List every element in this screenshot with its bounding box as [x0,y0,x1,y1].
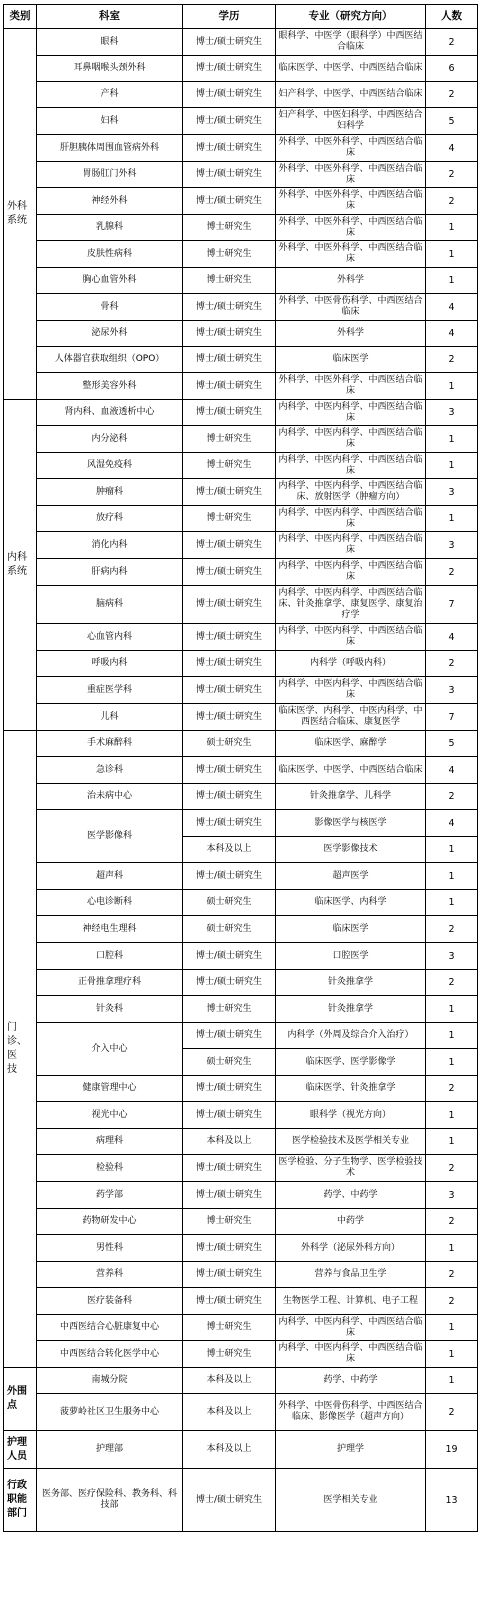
table-row [4,1394,478,1431]
major-cell: 内科学、中医内科学、中西医结合临床 [276,677,426,704]
count-cell: 3 [426,943,478,970]
education-cell: 博士研究生 [183,1209,276,1235]
count-cell: 3 [426,400,478,426]
department-cell: 医学影像科 [37,810,183,863]
count-cell: 2 [426,82,478,108]
category-cell: 内科 系统 [4,400,37,731]
count-cell: 4 [426,135,478,162]
education-cell: 博士/硕士研究生 [183,294,276,321]
education-cell: 博士/硕士研究生 [183,347,276,373]
education-cell: 本科及以上 [183,1129,276,1155]
count-cell: 3 [426,479,478,506]
table-row [4,1129,478,1155]
major-cell: 外科学、中医外科学、中西医结合临床 [276,188,426,215]
department-cell: 男性科 [37,1235,183,1262]
department-cell: 药物研发中心 [37,1209,183,1235]
major-cell: 外科学、中医外科学、中西医结合临床 [276,241,426,268]
table-row [4,943,478,970]
major-cell: 内科学、中医内科学、中西医结合临床 [276,559,426,586]
major-cell: 生物医学工程、计算机、电子工程 [276,1288,426,1315]
count-cell: 1 [426,1341,478,1368]
major-cell: 针灸推拿学 [276,996,426,1023]
department-cell: 中西医结合心脏康复中心 [37,1315,183,1341]
department-cell: 风湿免疫科 [37,453,183,479]
major-cell: 眼科学、中医学（眼科学）中西医结合临床 [276,29,426,56]
department-cell: 乳腺科 [37,215,183,241]
department-cell: 泌尿外科 [37,321,183,347]
major-cell: 内科学、中医内科学、中西医结合临床 [276,624,426,651]
table-row [4,704,478,731]
count-cell: 4 [426,624,478,651]
education-cell: 博士/硕士研究生 [183,1288,276,1315]
major-cell: 护理学 [276,1431,426,1469]
major-cell: 内科学、中医内科学、中西医结合临床 [276,426,426,453]
table-row [4,1431,478,1469]
count-cell: 13 [426,1469,478,1532]
education-cell: 博士/硕士研究生 [183,188,276,215]
education-cell: 博士/硕士研究生 [183,863,276,890]
department-cell: 骨科 [37,294,183,321]
table-row [4,347,478,373]
major-cell: 内科学、中医内科学、中西医结合临床 [276,1315,426,1341]
count-cell: 2 [426,1209,478,1235]
table-row [4,56,478,82]
count-cell: 1 [426,863,478,890]
header-department: 科室 [37,5,183,29]
major-cell: 临床医学、医学影像学 [276,1049,426,1076]
major-cell: 内科学、中医内科学、中西医结合临床 [276,506,426,532]
department-cell: 胸心血管外科 [37,268,183,294]
table-row [4,82,478,108]
header-category: 类别 [4,5,37,29]
table-body [4,29,478,1532]
header-major: 专业（研究方向） [276,5,426,29]
table-row [4,479,478,506]
department-cell: 整形美容外科 [37,373,183,400]
table-row [4,559,478,586]
table-row [4,1102,478,1129]
count-cell: 1 [426,506,478,532]
major-cell: 外科学、中医外科学、中西医结合临床 [276,373,426,400]
major-cell: 外科学、中医骨伤科学、中西医结合临床、影像医学（超声方向） [276,1394,426,1431]
major-cell: 临床医学、内科学、中医内科学、中西医结合临床、康复医学 [276,704,426,731]
table-row [4,373,478,400]
education-cell: 博士研究生 [183,268,276,294]
major-cell: 内科学（外周及综合介入治疗） [276,1023,426,1049]
count-cell: 1 [426,426,478,453]
education-cell: 博士/硕士研究生 [183,321,276,347]
category-cell: 门诊、医 技 [4,731,37,1368]
department-cell: 肾内科、血液透析中心 [37,400,183,426]
table-row [4,651,478,677]
department-cell: 南城分院 [37,1368,183,1394]
department-cell: 检验科 [37,1155,183,1182]
department-cell: 正骨推拿理疗科 [37,970,183,996]
count-cell: 1 [426,1315,478,1341]
major-cell: 外科学、中医外科学、中西医结合临床 [276,215,426,241]
department-cell: 医务部、医疗保险科、教务科、科技部 [37,1469,183,1532]
category-cell: 护理 人员 [4,1431,37,1469]
count-cell: 2 [426,1076,478,1102]
major-cell: 外科学、中医外科学、中西医结合临床 [276,162,426,188]
count-cell: 1 [426,268,478,294]
count-cell: 1 [426,241,478,268]
education-cell: 博士/硕士研究生 [183,1102,276,1129]
department-cell: 儿科 [37,704,183,731]
count-cell: 3 [426,532,478,559]
major-cell: 临床医学、麻醉学 [276,731,426,757]
major-cell: 药学、中药学 [276,1368,426,1394]
major-cell: 针灸推拿学、儿科学 [276,784,426,810]
education-cell: 博士/硕士研究生 [183,532,276,559]
department-cell: 消化内科 [37,532,183,559]
major-cell: 中药学 [276,1209,426,1235]
count-cell: 2 [426,916,478,943]
table-row [4,426,478,453]
major-cell: 临床医学、内科学 [276,890,426,916]
table-row [4,1155,478,1182]
table-row [4,970,478,996]
recruitment-table [3,4,478,1532]
table-row [4,400,478,426]
major-cell: 妇产科学、中医学、中西医结合临床 [276,82,426,108]
count-cell: 3 [426,1182,478,1209]
count-cell: 4 [426,321,478,347]
count-cell: 1 [426,373,478,400]
education-cell: 博士/硕士研究生 [183,651,276,677]
department-cell: 针灸科 [37,996,183,1023]
education-cell: 博士/硕士研究生 [183,108,276,135]
table-row [4,996,478,1023]
education-cell: 博士/硕士研究生 [183,373,276,400]
major-cell: 妇产科学、中医妇科学、中西医结合妇科学 [276,108,426,135]
department-cell: 肝病内科 [37,559,183,586]
count-cell: 1 [426,215,478,241]
major-cell: 外科学、中医骨伤科学、中西医结合临床 [276,294,426,321]
count-cell: 1 [426,1235,478,1262]
count-cell: 1 [426,1023,478,1049]
major-cell: 医学检验、分子生物学、医学检验技术 [276,1155,426,1182]
department-cell: 放疗科 [37,506,183,532]
major-cell: 针灸推拿学 [276,970,426,996]
education-cell: 本科及以上 [183,1394,276,1431]
education-cell: 博士/硕士研究生 [183,479,276,506]
education-cell: 博士/硕士研究生 [183,56,276,82]
major-cell: 临床医学、针灸推拿学 [276,1076,426,1102]
table-row [4,863,478,890]
education-cell: 博士/硕士研究生 [183,757,276,784]
department-cell: 医疗装备科 [37,1288,183,1315]
major-cell: 内科学、中医内科学、中西医结合临床 [276,1341,426,1368]
education-cell: 博士研究生 [183,215,276,241]
count-cell: 2 [426,1394,478,1431]
education-cell: 博士/硕士研究生 [183,810,276,837]
education-cell: 硕士研究生 [183,916,276,943]
education-cell: 博士/硕士研究生 [183,1235,276,1262]
table-row [4,1023,478,1049]
table-row [4,731,478,757]
department-cell: 视光中心 [37,1102,183,1129]
major-cell: 影像医学与核医学 [276,810,426,837]
department-cell: 超声科 [37,863,183,890]
education-cell: 博士/硕士研究生 [183,1023,276,1049]
table-row [4,268,478,294]
department-cell: 胃肠肛门外科 [37,162,183,188]
education-cell: 博士研究生 [183,241,276,268]
education-cell: 硕士研究生 [183,890,276,916]
education-cell: 博士/硕士研究生 [183,784,276,810]
major-cell: 医学检验技术及医学相关专业 [276,1129,426,1155]
department-cell: 呼吸内科 [37,651,183,677]
table-row [4,1341,478,1368]
table-row [4,135,478,162]
count-cell: 1 [426,837,478,863]
table-row [4,784,478,810]
department-cell: 内分泌科 [37,426,183,453]
department-cell: 脑病科 [37,586,183,624]
count-cell: 2 [426,29,478,56]
table-row [4,294,478,321]
department-cell: 心血管内科 [37,624,183,651]
department-cell: 营养科 [37,1262,183,1288]
department-cell: 人体器官获取组织（OPO） [37,347,183,373]
major-cell: 营养与食品卫生学 [276,1262,426,1288]
count-cell: 2 [426,1288,478,1315]
department-cell: 药学部 [37,1182,183,1209]
education-cell: 博士/硕士研究生 [183,586,276,624]
education-cell: 博士/硕士研究生 [183,1076,276,1102]
education-cell: 博士研究生 [183,1341,276,1368]
count-cell: 1 [426,996,478,1023]
table-row [4,757,478,784]
department-cell: 手术麻醉科 [37,731,183,757]
education-cell: 博士/硕士研究生 [183,29,276,56]
education-cell: 博士/硕士研究生 [183,82,276,108]
header-education: 学历 [183,5,276,29]
major-cell: 内科学、中医内科学、中西医结合临床 [276,400,426,426]
category-cell: 外科 系统 [4,29,37,400]
department-cell: 中西医结合转化医学中心 [37,1341,183,1368]
count-cell: 1 [426,1368,478,1394]
count-cell: 19 [426,1431,478,1469]
education-cell: 博士/硕士研究生 [183,704,276,731]
table-row [4,532,478,559]
education-cell: 博士/硕士研究生 [183,162,276,188]
count-cell: 2 [426,1155,478,1182]
department-cell: 急诊科 [37,757,183,784]
education-cell: 博士/硕士研究生 [183,624,276,651]
education-cell: 博士/硕士研究生 [183,677,276,704]
department-cell: 妇科 [37,108,183,135]
count-cell: 2 [426,559,478,586]
table-row [4,810,478,837]
department-cell: 肿瘤科 [37,479,183,506]
count-cell: 2 [426,651,478,677]
education-cell: 博士/硕士研究生 [183,1469,276,1532]
count-cell: 4 [426,294,478,321]
table-row [4,624,478,651]
major-cell: 内科学、中医内科学、中西医结合临床 [276,453,426,479]
table-row [4,162,478,188]
major-cell: 外科学 [276,268,426,294]
table-row [4,916,478,943]
count-cell: 2 [426,188,478,215]
department-cell: 肝胆胰体周围血管病外科 [37,135,183,162]
education-cell: 本科及以上 [183,1431,276,1469]
department-cell: 病理科 [37,1129,183,1155]
education-cell: 博士/硕士研究生 [183,559,276,586]
department-cell: 菠萝岭社区卫生服务中心 [37,1394,183,1431]
count-cell: 2 [426,1262,478,1288]
count-cell: 4 [426,757,478,784]
major-cell: 外科学 [276,321,426,347]
header-count: 人数 [426,5,478,29]
table-row [4,215,478,241]
department-cell: 介入中心 [37,1023,183,1076]
table-row [4,1182,478,1209]
department-cell: 神经外科 [37,188,183,215]
department-cell: 产科 [37,82,183,108]
major-cell: 临床医学、中医学、中西医结合临床 [276,757,426,784]
table-row [4,1368,478,1394]
major-cell: 外科学、中医外科学、中西医结合临床 [276,135,426,162]
count-cell: 2 [426,347,478,373]
education-cell: 本科及以上 [183,1368,276,1394]
count-cell: 7 [426,704,478,731]
department-cell: 口腔科 [37,943,183,970]
education-cell: 博士/硕士研究生 [183,970,276,996]
major-cell: 药学、中药学 [276,1182,426,1209]
department-cell: 皮肤性病科 [37,241,183,268]
count-cell: 1 [426,1049,478,1076]
major-cell: 内科学、中医内科学、中西医结合临床、放射医学（肿瘤方向） [276,479,426,506]
department-cell: 健康管理中心 [37,1076,183,1102]
table-row [4,1262,478,1288]
major-cell: 临床医学、中医学、中西医结合临床 [276,56,426,82]
department-cell: 眼科 [37,29,183,56]
count-cell: 5 [426,108,478,135]
count-cell: 1 [426,453,478,479]
count-cell: 2 [426,970,478,996]
education-cell: 博士/硕士研究生 [183,1182,276,1209]
count-cell: 3 [426,677,478,704]
department-cell: 耳鼻咽喉头颈外科 [37,56,183,82]
education-cell: 博士研究生 [183,996,276,1023]
category-cell: 行政 职能 部门 [4,1469,37,1532]
category-cell: 外围 点 [4,1368,37,1431]
major-cell: 临床医学 [276,347,426,373]
table-row [4,1288,478,1315]
major-cell: 眼科学（视光方向） [276,1102,426,1129]
education-cell: 博士/硕士研究生 [183,943,276,970]
major-cell: 外科学（泌尿外科方向） [276,1235,426,1262]
education-cell: 博士研究生 [183,506,276,532]
table-row [4,586,478,624]
major-cell: 口腔医学 [276,943,426,970]
table-row [4,241,478,268]
department-cell: 治未病中心 [37,784,183,810]
count-cell: 5 [426,731,478,757]
education-cell: 博士研究生 [183,453,276,479]
table-row [4,890,478,916]
count-cell: 6 [426,56,478,82]
table-row [4,29,478,56]
table-row [4,1209,478,1235]
table-row [4,188,478,215]
table-row [4,1076,478,1102]
major-cell: 医学影像技术 [276,837,426,863]
count-cell: 2 [426,784,478,810]
count-cell: 1 [426,1129,478,1155]
table-row [4,1315,478,1341]
education-cell: 博士研究生 [183,1315,276,1341]
count-cell: 1 [426,1102,478,1129]
table-row [4,321,478,347]
table-row [4,1469,478,1532]
count-cell: 4 [426,810,478,837]
count-cell: 7 [426,586,478,624]
count-cell: 1 [426,890,478,916]
department-cell: 重症医学科 [37,677,183,704]
education-cell: 博士/硕士研究生 [183,1262,276,1288]
education-cell: 本科及以上 [183,837,276,863]
header-row [4,5,478,29]
table-row [4,108,478,135]
count-cell: 2 [426,162,478,188]
table-row [4,1235,478,1262]
major-cell: 内科学、中医内科学、中西医结合临床、针灸推拿学、康复医学、康复治疗学 [276,586,426,624]
table-row [4,453,478,479]
education-cell: 博士/硕士研究生 [183,1155,276,1182]
table-row [4,677,478,704]
education-cell: 硕士研究生 [183,1049,276,1076]
department-cell: 神经电生理科 [37,916,183,943]
major-cell: 超声医学 [276,863,426,890]
education-cell: 博士/硕士研究生 [183,400,276,426]
major-cell: 内科学、中医内科学、中西医结合临床 [276,532,426,559]
major-cell: 内科学（呼吸内科） [276,651,426,677]
education-cell: 硕士研究生 [183,731,276,757]
department-cell: 护理部 [37,1431,183,1469]
education-cell: 博士研究生 [183,426,276,453]
education-cell: 博士/硕士研究生 [183,135,276,162]
table-row [4,506,478,532]
major-cell: 医学相关专业 [276,1469,426,1532]
major-cell: 临床医学 [276,916,426,943]
department-cell: 心电诊断科 [37,890,183,916]
table-header [4,5,478,29]
